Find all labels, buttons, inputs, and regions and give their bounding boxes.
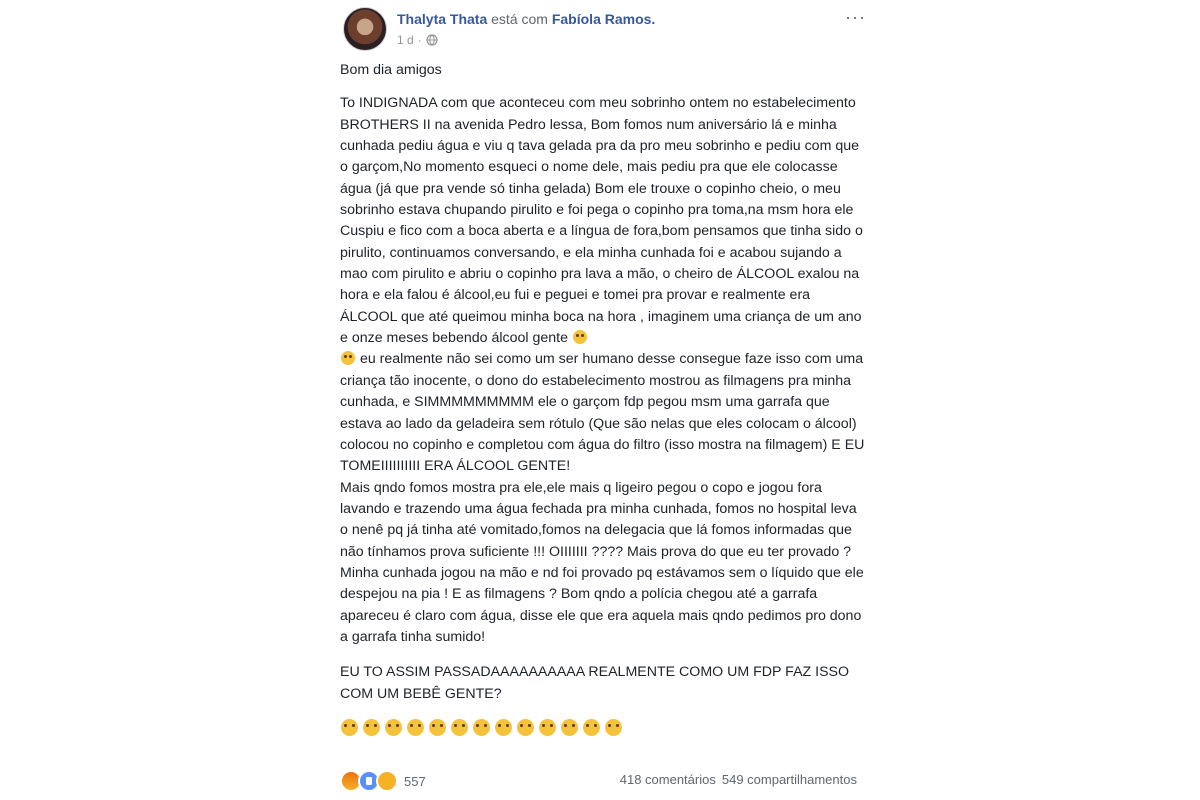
tagged-person-link[interactable]: Fabíola Ramos.: [551, 11, 656, 27]
meta-separator: ·: [417, 33, 422, 47]
crying-face-emoji: [517, 719, 534, 736]
crying-face-emoji: [451, 719, 468, 736]
avatar[interactable]: [343, 7, 387, 51]
post-header: [343, 7, 868, 53]
crying-face-emoji: [561, 719, 578, 736]
crying-face-emoji: [539, 719, 556, 736]
sad-reaction-icon: [376, 770, 398, 792]
globe-icon: [426, 34, 438, 46]
crying-face-emoji: [429, 719, 446, 736]
post-footer: [340, 770, 865, 794]
shares-count-link[interactable]: 549 compartilhamentos: [721, 772, 857, 787]
crying-face-emoji: [341, 351, 355, 365]
post-time-link[interactable]: 1 d: [397, 33, 414, 47]
post-body: [340, 93, 865, 648]
facebook-post: [333, 0, 873, 800]
crying-face-emoji: [495, 719, 512, 736]
post-greeting: Bom dia amigos: [340, 62, 442, 78]
engagement-counts: [620, 772, 857, 787]
more-options-icon[interactable]: ···: [845, 7, 866, 27]
crying-face-emoji: [473, 719, 490, 736]
post-content: [340, 60, 865, 736]
with-text: está com: [491, 11, 548, 27]
author-line: [397, 11, 655, 27]
reaction-count[interactable]: 557: [404, 773, 426, 789]
post-meta: [397, 33, 438, 47]
crying-face-emoji: [341, 719, 358, 736]
crying-face-emoji: [363, 719, 380, 736]
post-closing: EU TO ASSIM PASSADAAAAAAAAAA REALMENTE COMO UM FDP FAZ ISSO COM UM BEBÊ GENTE?: [340, 664, 850, 702]
crying-face-emoji: [407, 719, 424, 736]
crying-face-emoji: [385, 719, 402, 736]
crying-face-emoji: [605, 719, 622, 736]
reactions-summary[interactable]: [340, 770, 426, 792]
emoji-row: [340, 719, 865, 736]
author-name-link[interactable]: Thalyta Thata: [397, 11, 488, 27]
post-body-part-1: To INDIGNADA com que aconteceu com meu sobrinho ontem no estabelecimento BROTHERS II na avenida Pedro lessa, Bom fomos num aniversário lá e minha cunhada pediu água e viu q tava gelada pra da pro meu sobrinho e pediu com que o garçom,No momento esqueci o nome dele, mais pediu pra que ele colocasse água (já que pra vende só tinha gelada) Bom ele trouxe o copinho cheio, o meu sobrinho estava chupando pirulito e foi pega o copinho pra toma,na msm hora ele Cuspiu e fico com a boca aberta e a língua de fora,bom pensamos que tinha sido o pirulito, continuamos conversando, e ela minha cunhada foi e acabou sujando a mao com pirulito e abriu o copinho pra lava a mão, o cheiro de ÁLCOOL exalou na hora e ela falou é álcool,eu fui e peguei e tomei pra provar e realmente era ÁLCOOL que até queimou minha boca na hora , imaginem uma criança de um ano e onze meses bebendo álcool gente: [340, 95, 863, 347]
post-body-part-2: eu realmente não sei como um ser humano desse consegue faze isso com uma criança tão inocente, o dono do estabelecimento mostrou as filmagens pra minha cunhada, e SIMMMMMMMMM ele o garçom fdp pegou msm uma garrafa que estava ao lado da geladeira sem rótulo (Que são nelas que eles colocam o álcool) colocou no copinho e completou com água do filtro (isso mostra na filmagem) E EU TOMEIIIIIIIIII ERA ÁLCOOL GENTE! Mais qndo fomos mostra pra ele,ele mais q ligeiro pegou o copo e jogou fora lavando e trazendo uma água fechada pra minha cunhada, fomos no hospital leva o nenê pq já tinha até vomitado,fomos na delegacia que lá fomos informadas que não tínhamos prova suficiente !!! OIIIIIII ???? Mais prova do que eu ter provado ? Minha cunhada jogou na mão e nd foi provado pq estávamos sem o líquido que ele despejou na pia ! E as filmagens ? Bom qndo a polícia chegou até a garrafa apareceu é claro com água, disse ele que era aquela mais qndo pedimos pro dono a garrafa tinha sumido!: [340, 351, 865, 645]
comments-count-link[interactable]: 418 comentários: [619, 772, 716, 787]
crying-face-emoji: [573, 330, 587, 344]
crying-face-emoji: [583, 719, 600, 736]
